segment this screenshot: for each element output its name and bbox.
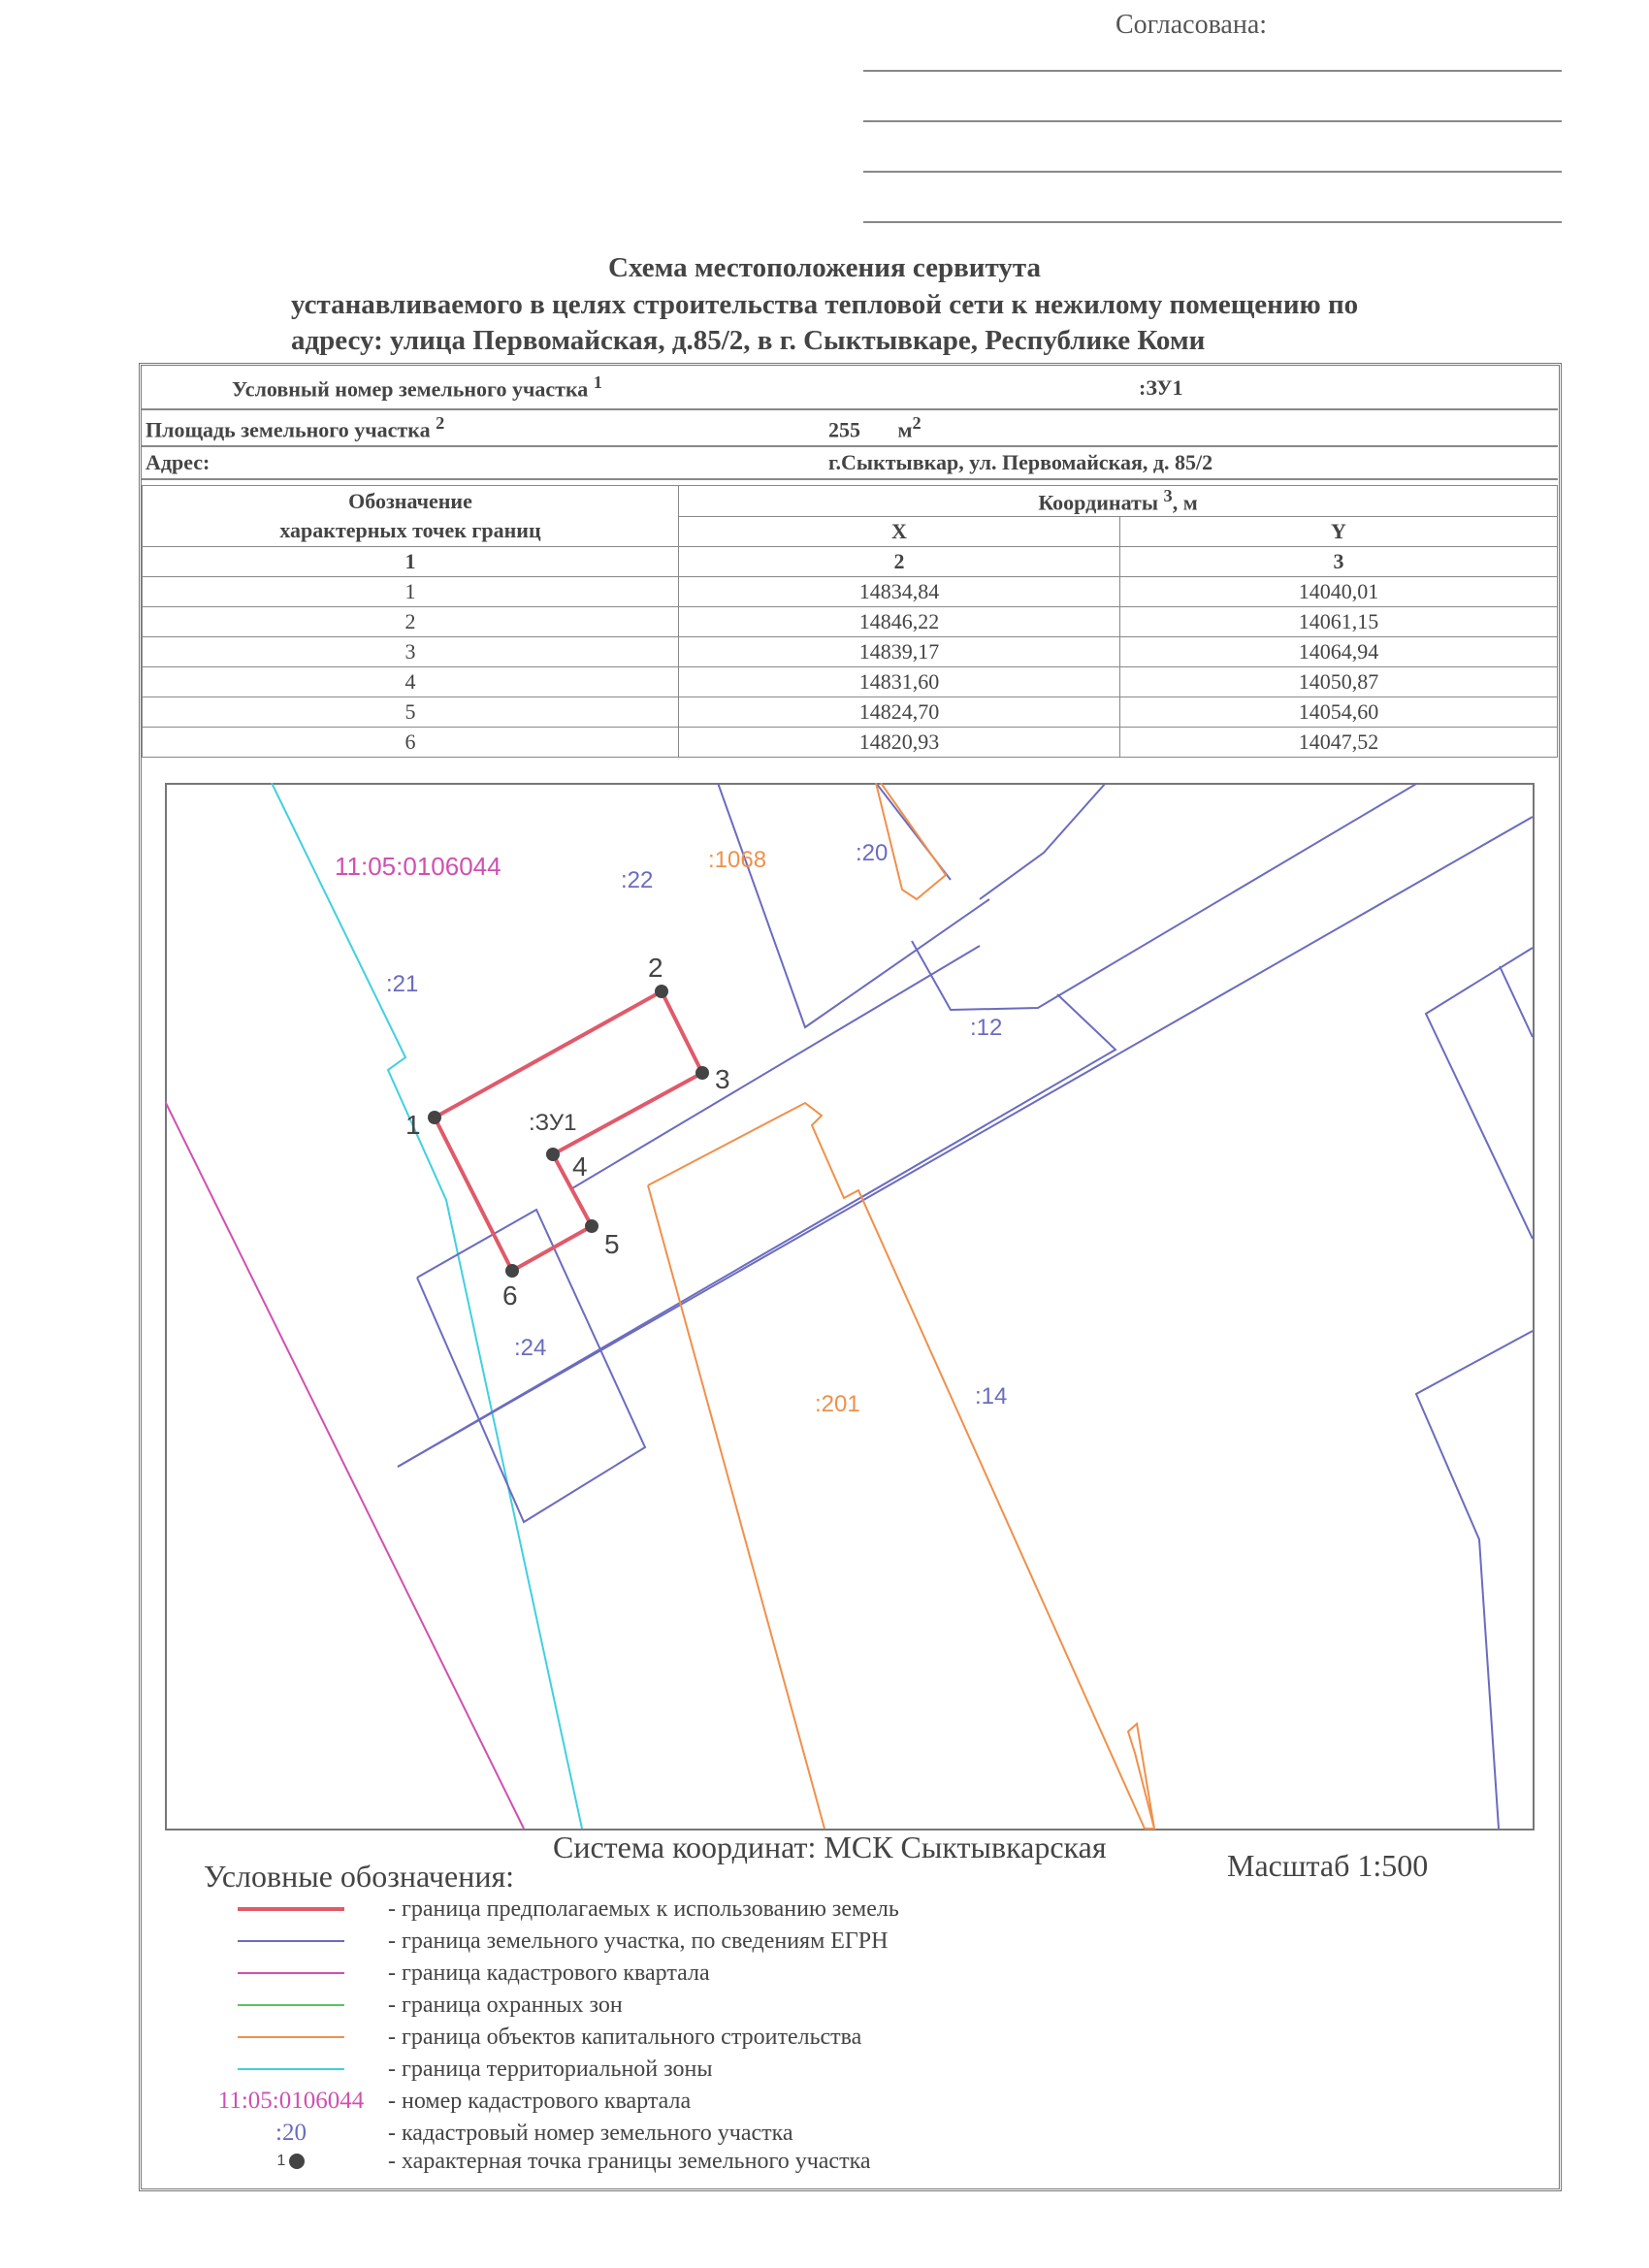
plot-label-zu1: :ЗУ1 [529,1110,577,1136]
x-value: 14846,22 [679,607,1120,637]
signature-line [863,70,1562,72]
legend-item: - граница земельного участка, по сведениям ЕГРН [194,1926,888,1957]
cadastral-map [165,783,1535,1831]
signature-line [863,120,1562,122]
plot-label-20: :20 [856,840,889,866]
plot-info-table [142,367,1558,480]
column-number: 3 [1120,547,1558,577]
zone-line-sample [238,2068,344,2070]
map-scale: Масштаб 1:500 [1227,1848,1429,1883]
point-id: 4 [143,667,679,697]
point-dot-icon [289,2154,305,2169]
title-line-1: Схема местоположения сервитута [608,252,1041,283]
y-value: 14064,94 [1120,637,1558,667]
point-column-header: Обозначение характерных точек границ [143,486,679,547]
boundary-point [546,1148,560,1161]
plot-label-22: :22 [621,867,654,893]
table-row [143,697,1558,728]
quarter-number-label: 11:05:0106044 [335,852,501,881]
plot-label-1068: :1068 [708,847,767,873]
point-id: 1 [143,577,679,607]
point-label: 6 [502,1280,518,1311]
table-row [143,637,1558,667]
legend-item: - граница территориальной зоны [194,2054,712,2085]
point-label: 2 [648,953,663,983]
legend-item: - граница предполагаемых к использованию земель [194,1894,899,1925]
approval-label: Согласована: [1116,10,1268,40]
point-label: 5 [604,1229,620,1259]
plot-label-201: :201 [815,1391,860,1417]
y-header: Y [1120,516,1558,546]
plot-label-24: :24 [514,1335,547,1361]
boundary-point [585,1219,598,1233]
boundary-point [505,1264,519,1278]
signature-line [863,221,1562,223]
legend-item: 11:05:0106044 - номер кадастрового квартала [194,2086,691,2117]
point-id: 5 [143,697,679,728]
plot-label-21: :21 [386,971,419,997]
legend-item: - граница охранных зон [194,1990,623,2021]
plot-number-label: Условный номер земельного участка $^1$ [142,367,693,409]
plot-label-14: :14 [975,1383,1008,1409]
point-id: 3 [143,637,679,667]
quarter-line-sample [238,1972,344,1974]
boundary-point [695,1066,709,1080]
title-line-3: адресу: улица Первомайская, д.85/2, в г. Сыктывкаре, Республике Коми [291,325,1206,356]
area-value: 255 $м^2$ [693,409,1558,446]
point-id: 2 [143,607,679,637]
x-value: 14834,84 [679,577,1120,607]
protect-line-sample [238,2004,344,2006]
signature-line [863,171,1562,173]
point-label: 1 [405,1110,421,1140]
quarter-number-sample: 11:05:0106044 [217,2088,365,2114]
plot-label-12: :12 [970,1015,1003,1041]
table-row [143,607,1558,637]
plot-number-sample: :20 [275,2120,307,2146]
point-label: 3 [715,1064,730,1094]
x-value: 14824,70 [679,697,1120,728]
title-line-2: устанавливаемого в целях строительства тепловой сети к нежилому помещению по [291,289,1359,320]
y-value: 14054,60 [1120,697,1558,728]
x-header: X [679,516,1120,546]
legend-item: - граница кадастрового квартала [194,1958,710,1989]
legend-item: 1 - характерная точка границы земельного участка [276,2148,871,2174]
table-row [143,577,1558,607]
point-label: 4 [572,1151,588,1182]
boundary-point [655,985,668,998]
table-row [143,728,1558,758]
egrn-line-sample [238,1940,344,1942]
y-value: 14047,52 [1120,728,1558,758]
map-border [166,784,1534,1830]
plot-number-value: :ЗУ1 [693,367,1558,409]
boundary-point [428,1111,441,1124]
coordinates-header: Координаты $^3$, м [679,486,1558,517]
legend-item: :20 - кадастровый номер земельного участка [194,2118,793,2149]
x-value: 14839,17 [679,637,1120,667]
x-value: 14831,60 [679,667,1120,697]
legend-item: - граница объектов капитального строительства [194,2022,861,2053]
address-value: г.Сыктывкар, ул. Первомайская, д. 85/2 [693,446,1558,479]
area-label: Площадь земельного участка $^2$ [142,409,693,446]
point-sample-label: 1 [276,2153,286,2169]
x-value: 14820,93 [679,728,1120,758]
point-id: 6 [143,728,679,758]
y-value: 14040,01 [1120,577,1558,607]
column-number: 2 [679,547,1120,577]
servitude-line-sample [238,1907,344,1911]
legend-title: Условные обозначения: [204,1859,515,1894]
column-number: 1 [143,547,679,577]
capital-line-sample [238,2036,344,2038]
y-value: 14050,87 [1120,667,1558,697]
table-row [143,667,1558,697]
address-label: Адрес: [142,446,693,479]
coordinate-system: Система координат: МСК Сыктывкарская [553,1830,1107,1864]
coordinates-table [142,485,1558,758]
y-value: 14061,15 [1120,607,1558,637]
